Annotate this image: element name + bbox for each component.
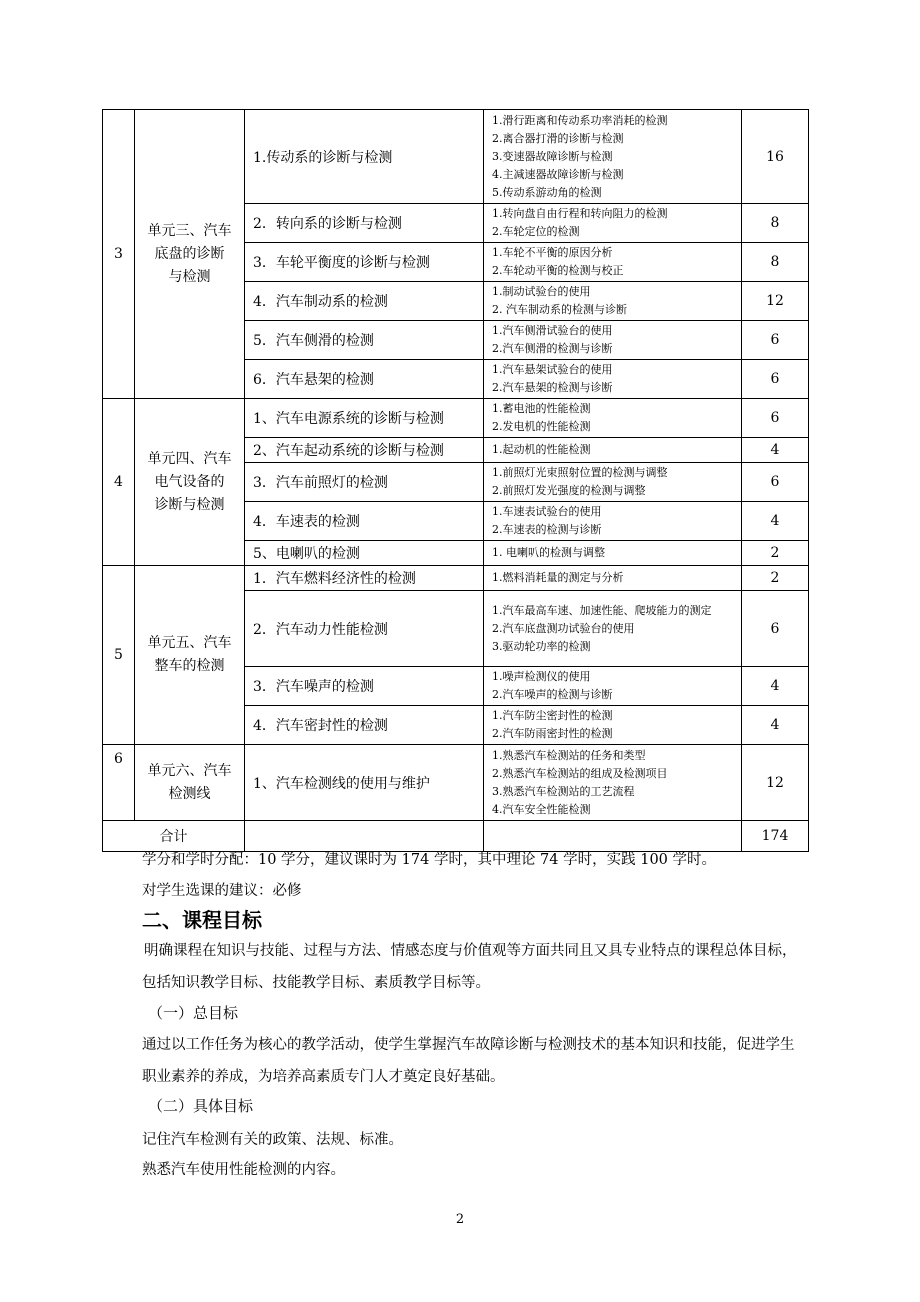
task-content: 1.蓄电池的性能检测 2.发电机的性能检测 [484, 399, 742, 438]
task-hours: 4 [742, 706, 809, 745]
page-number: 2 [455, 1212, 465, 1227]
subheading-specific-goals: （二）具体目标 [148, 1097, 254, 1115]
task-name: 1.传动系的诊断与检测 [245, 110, 484, 204]
task-hours: 12 [742, 282, 809, 321]
task-hours: 6 [742, 591, 809, 667]
unit-name: 单元四、汽车 电气设备的 诊断与检测 [135, 399, 245, 566]
task-name: 6．汽车悬架的检测 [245, 360, 484, 399]
task-name: 4．车速表的检测 [245, 502, 484, 541]
task-name: 3．汽车前照灯的检测 [245, 463, 484, 502]
task-hours: 4 [742, 438, 809, 463]
task-hours: 4 [742, 667, 809, 706]
task-hours: 8 [742, 204, 809, 243]
task-content: 1.车轮不平衡的原因分析 2.车轮动平衡的检测与校正 [484, 243, 742, 282]
task-content: 1.车速表试验台的使用 2.车速表的检测与诊断 [484, 502, 742, 541]
task-content: 1.汽车侧滑试验台的使用 2.汽车侧滑的检测与诊断 [484, 321, 742, 360]
task-content: 1.汽车防尘密封性的检测 2.汽车防雨密封性的检测 [484, 706, 742, 745]
task-hours: 4 [742, 502, 809, 541]
task-name: 2．转向系的诊断与检测 [245, 204, 484, 243]
task-name: 1、汽车检测线的使用与维护 [245, 745, 484, 821]
unit-number: 3 [103, 110, 135, 399]
task-name: 4．汽车制动系的检测 [245, 282, 484, 321]
task-content: 1.前照灯光束照射位置的检测与调整 2.前照灯发光强度的检测与调整 [484, 463, 742, 502]
table-row [103, 745, 809, 821]
total-row [103, 821, 809, 852]
task-hours: 16 [742, 110, 809, 204]
table-row [103, 110, 809, 204]
subheading-general-goal: （一）总目标 [148, 1004, 239, 1022]
unit-name: 单元五、汽车 整车的检测 [135, 566, 245, 745]
task-name: 5．汽车侧滑的检测 [245, 321, 484, 360]
task-hours: 2 [742, 541, 809, 566]
unit-number: 4 [103, 399, 135, 566]
task-hours: 12 [742, 745, 809, 821]
task-name: 3．汽车噪声的检测 [245, 667, 484, 706]
task-hours: 2 [742, 566, 809, 591]
task-content: 1.滑行距离和传动系功率消耗的检测 2.离合器打滑的诊断与检测 3.变速器故障诊断与检测 4.主减速器故障诊断与检测 5.传动系游动角的检测 [484, 110, 742, 204]
specific-goal-item: 熟悉汽车使用性能检测的内容。 [142, 1162, 345, 1178]
section-title: 二、课程目标 [142, 908, 262, 932]
task-content: 1.噪声检测仪的使用 2.汽车噪声的检测与诊断 [484, 667, 742, 706]
course-table [102, 109, 809, 852]
intro-paragraph: 明确课程在知识与技能、过程与方法、情感态度与价值观等方面共同且又具专业特点的课程总体目标，包括知识教学目标、技能教学目标、素质教学目标等。 [142, 943, 797, 991]
task-content: 1.汽车悬架试验台的使用 2.汽车悬架的检测与诊断 [484, 360, 742, 399]
total-hours: 174 [742, 821, 809, 852]
task-content: 1. 电喇叭的检测与调整 [484, 541, 742, 566]
table-row [103, 566, 809, 591]
task-hours: 6 [742, 399, 809, 438]
task-hours: 8 [742, 243, 809, 282]
task-content: 1.起动机的性能检测 [484, 438, 742, 463]
task-name: 5、电喇叭的检测 [245, 541, 484, 566]
task-name: 3．车轮平衡度的诊断与检测 [245, 243, 484, 282]
task-content: 1.制动试验台的使用 2. 汽车制动系的检测与诊断 [484, 282, 742, 321]
task-content: 1.燃料消耗量的测定与分析 [484, 566, 742, 591]
task-hours: 6 [742, 360, 809, 399]
task-name: 1、汽车电源系统的诊断与检测 [245, 399, 484, 438]
total-empty-cell [484, 821, 742, 852]
task-hours: 6 [742, 321, 809, 360]
task-name: 2、汽车起动系统的诊断与检测 [245, 438, 484, 463]
task-content: 1.汽车最高车速、加速性能、爬坡能力的测定 2.汽车底盘测功试验台的使用 3.驱动轮功率的检测 [484, 591, 742, 667]
task-name: 2．汽车动力性能检测 [245, 591, 484, 667]
unit-number: 5 [103, 566, 135, 745]
task-content: 1.熟悉汽车检测站的任务和类型 2.熟悉汽车检测站的组成及检测项目 3.熟悉汽车检测站的工艺流程 4.汽车安全性能检测 [484, 745, 742, 821]
credits-text: 学分和学时分配：10 学分，建议课时为 174 学时，其中理论 74 学时，实践 100 学时。 [142, 852, 717, 868]
task-name: 4．汽车密封性的检测 [245, 706, 484, 745]
task-content: 1.转向盘自由行程和转向阻力的检测 2.车轮定位的检测 [484, 204, 742, 243]
unit-name: 单元三、汽车 底盘的诊断 与检测 [135, 110, 245, 399]
total-label: 合计 [103, 821, 245, 852]
task-hours: 6 [742, 463, 809, 502]
unit-name: 单元六、汽车 检测线 [135, 745, 245, 821]
unit-number: 6 [103, 745, 135, 821]
specific-goal-item: 记住汽车检测有关的政策、法规、标准。 [142, 1132, 403, 1148]
total-empty-cell [245, 821, 484, 852]
table-row [103, 399, 809, 438]
task-name: 1．汽车燃料经济性的检测 [245, 566, 484, 591]
goal-paragraph: 通过以工作任务为核心的教学活动，使学生掌握汽车故障诊断与检测技术的基本知识和技能，促进学生职业素养的养成，为培养高素质专门人才奠定良好基础。 [142, 1037, 795, 1085]
elective-text: 对学生选课的建议：必修 [142, 883, 302, 899]
